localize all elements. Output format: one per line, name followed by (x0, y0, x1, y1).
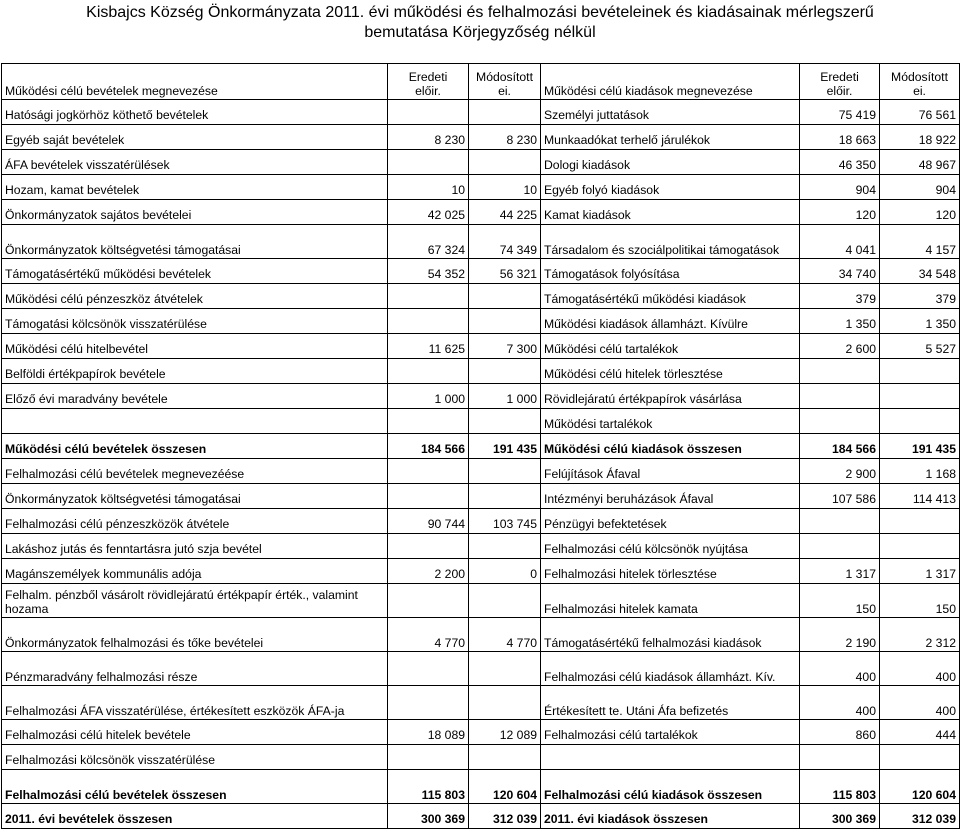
income-original-cell (388, 150, 469, 175)
income-name-cell: Felhalmozási kölcsönök visszatérülése (2, 745, 388, 770)
income-original-cell (388, 534, 469, 559)
income-original-cell: 184 566 (388, 434, 469, 459)
total-row (2, 434, 960, 459)
header-expense-original-line-1: Eredeti (820, 70, 859, 84)
income-original-cell: 300 369 (388, 804, 469, 829)
expense-original-cell: 2 190 (800, 618, 880, 652)
income-name-cell: Támogatásértékű működési bevételek (2, 259, 388, 284)
table-row (2, 484, 960, 509)
header-expense-modified (880, 64, 960, 100)
expense-original-cell: 34 740 (800, 259, 880, 284)
expense-modified-cell: 34 548 (880, 259, 960, 284)
table-row (2, 509, 960, 534)
header-income-modified-line-1: Módosított (476, 70, 533, 84)
expense-original-cell: 904 (800, 175, 880, 200)
income-original-cell (388, 309, 469, 334)
income-modified-cell (469, 359, 541, 384)
expense-original-cell (800, 409, 880, 434)
income-name-cell: Felhalmozási célú hitelek bevétele (2, 720, 388, 745)
expense-name-cell (541, 745, 800, 770)
expense-modified-cell: 444 (880, 720, 960, 745)
expense-modified-cell (880, 534, 960, 559)
expense-original-cell: 46 350 (800, 150, 880, 175)
table-row (2, 334, 960, 359)
expense-modified-cell: 114 413 (880, 484, 960, 509)
expense-name-cell: Felhalmozási célú kiadások összesen (541, 770, 800, 804)
income-modified-cell: 56 321 (469, 259, 541, 284)
income-original-cell (388, 686, 469, 720)
expense-original-cell: 150 (800, 584, 880, 618)
table-row (2, 175, 960, 200)
income-original-cell (388, 745, 469, 770)
expense-modified-cell: 400 (880, 686, 960, 720)
expense-name-cell: Működési célú kiadások összesen (541, 434, 800, 459)
header-income-original-line-2: előir. (415, 84, 441, 98)
income-original-cell (388, 652, 469, 686)
income-name-cell (2, 409, 388, 434)
income-modified-cell (469, 652, 541, 686)
income-name-cell: Felhalm. pénzből vásárolt rövidlejáratú értékpapír érték., valamint hozama (2, 584, 388, 618)
expense-name-cell: Intézményi beruházások Áfaval (541, 484, 800, 509)
income-original-cell: 115 803 (388, 770, 469, 804)
income-name-cell: Önkormányzatok sajátos bevételei (2, 200, 388, 225)
expense-name-cell: Működési kiadások államházt. Kívülre (541, 309, 800, 334)
expense-name-cell: Felhalmozási hitelek kamata (541, 584, 800, 618)
balance-table (1, 63, 960, 829)
total-row (2, 804, 960, 829)
expense-name-cell: Felhalmozási célú tartalékok (541, 720, 800, 745)
expense-modified-cell: 5 527 (880, 334, 960, 359)
expense-modified-cell: 400 (880, 652, 960, 686)
expense-modified-cell: 1 168 (880, 459, 960, 484)
expense-name-cell: Személyi juttatások (541, 100, 800, 125)
income-original-cell: 2 200 (388, 559, 469, 584)
expense-original-cell: 2 600 (800, 334, 880, 359)
table-row (2, 584, 960, 618)
income-modified-cell: 12 089 (469, 720, 541, 745)
income-name-cell: Egyéb saját bevételek (2, 125, 388, 150)
expense-name-cell: Felhalmozási célú kiadások államházt. Kív. (541, 652, 800, 686)
income-original-cell (388, 359, 469, 384)
expense-original-cell: 2 900 (800, 459, 880, 484)
income-modified-cell (469, 409, 541, 434)
expense-name-cell: Működési tartalékok (541, 409, 800, 434)
income-name-cell: Magánszemélyek kommunális adója (2, 559, 388, 584)
expense-modified-cell: 18 922 (880, 125, 960, 150)
income-name-cell: Pénzmaradvány felhalmozási része (2, 652, 388, 686)
header-row (2, 64, 960, 100)
table-row (2, 359, 960, 384)
table-row (2, 259, 960, 284)
report-title-line-2: bemutatása Körjegyzőség nélkül (364, 24, 596, 41)
income-modified-cell: 191 435 (469, 434, 541, 459)
expense-modified-cell (880, 509, 960, 534)
expense-name-cell: Egyéb folyó kiadások (541, 175, 800, 200)
income-modified-cell: 0 (469, 559, 541, 584)
expense-original-cell (800, 509, 880, 534)
expense-modified-cell: 120 (880, 200, 960, 225)
expense-modified-cell: 904 (880, 175, 960, 200)
expense-modified-cell: 4 157 (880, 225, 960, 259)
income-original-cell: 67 324 (388, 225, 469, 259)
expense-original-cell: 18 663 (800, 125, 880, 150)
income-name-cell: Felhalmozási célú bevételek megnevezéése (2, 459, 388, 484)
expense-original-cell: 300 369 (800, 804, 880, 829)
expense-modified-cell: 191 435 (880, 434, 960, 459)
expense-name-cell: Rövidlejáratú értékpapírok vásárlása (541, 384, 800, 409)
income-name-cell: Belföldi értékpapírok bevétele (2, 359, 388, 384)
income-modified-cell (469, 459, 541, 484)
expense-modified-cell: 1 317 (880, 559, 960, 584)
income-name-cell: Önkormányzatok költségvetési támogatásai (2, 225, 388, 259)
expense-modified-cell (880, 359, 960, 384)
income-name-cell: Támogatási kölcsönök visszatérülése (2, 309, 388, 334)
income-name-cell: Felhalmozási ÁFA visszatérülése, értékesített eszközök ÁFA-ja (2, 686, 388, 720)
expense-original-cell: 1 350 (800, 309, 880, 334)
income-modified-cell: 312 039 (469, 804, 541, 829)
header-expense-modified-line-1: Módosított (891, 70, 948, 84)
income-modified-cell: 8 230 (469, 125, 541, 150)
header-expense-original (800, 64, 880, 100)
income-original-cell: 10 (388, 175, 469, 200)
income-name-cell: Felhalmozási célú bevételek összesen (2, 770, 388, 804)
income-modified-cell (469, 686, 541, 720)
expense-name-cell: Felújítások Áfaval (541, 459, 800, 484)
header-income-modified-line-2: ei. (498, 84, 511, 98)
income-name-cell: Felhalmozási célú pénzeszközök átvétele (2, 509, 388, 534)
table-row (2, 745, 960, 770)
expense-name-cell: Pénzügyi befektetések (541, 509, 800, 534)
expense-original-cell: 115 803 (800, 770, 880, 804)
header-income-name: Működési célú bevételek megnevezése (2, 64, 388, 100)
income-modified-cell: 74 349 (469, 225, 541, 259)
income-name-cell: Működési célú hitelbevétel (2, 334, 388, 359)
income-original-cell: 18 089 (388, 720, 469, 745)
income-modified-cell: 10 (469, 175, 541, 200)
expense-name-cell: Működési célú hitelek törlesztése (541, 359, 800, 384)
expense-name-cell: Kamat kiadások (541, 200, 800, 225)
income-original-cell: 1 000 (388, 384, 469, 409)
income-modified-cell: 44 225 (469, 200, 541, 225)
income-original-cell (388, 409, 469, 434)
report-title-line-1: Kisbajcs Község Önkormányzata 2011. évi működési és felhalmozási bevételeinek és kiadásainak mérlegszerű (86, 4, 874, 21)
income-name-cell: ÁFA bevételek visszatérülések (2, 150, 388, 175)
table-row (2, 100, 960, 125)
income-original-cell (388, 100, 469, 125)
header-expense-original-line-2: előir. (826, 84, 853, 98)
income-modified-cell (469, 284, 541, 309)
expense-modified-cell (880, 745, 960, 770)
total-row (2, 770, 960, 804)
expense-modified-cell: 312 039 (880, 804, 960, 829)
expense-original-cell: 379 (800, 284, 880, 309)
table-row (2, 652, 960, 686)
income-modified-cell (469, 584, 541, 618)
expense-original-cell (800, 359, 880, 384)
expense-name-cell: Munkaadókat terhelő járulékok (541, 125, 800, 150)
expense-modified-cell: 76 561 (880, 100, 960, 125)
income-original-cell: 11 625 (388, 334, 469, 359)
income-name-cell: Működési célú pénzeszköz átvételek (2, 284, 388, 309)
expense-original-cell (800, 384, 880, 409)
table-row (2, 720, 960, 745)
expense-modified-cell: 1 350 (880, 309, 960, 334)
expense-modified-cell: 48 967 (880, 150, 960, 175)
expense-original-cell: 400 (800, 652, 880, 686)
header-income-original (388, 64, 469, 100)
expense-modified-cell: 379 (880, 284, 960, 309)
income-original-cell (388, 484, 469, 509)
income-name-cell: Előző évi maradvány bevétele (2, 384, 388, 409)
income-modified-cell (469, 100, 541, 125)
balance-table-body (2, 64, 960, 829)
income-name-cell: Önkormányzatok felhalmozási és tőke bevételei (2, 618, 388, 652)
table-row (2, 125, 960, 150)
expense-original-cell: 1 317 (800, 559, 880, 584)
table-row (2, 284, 960, 309)
income-original-cell (388, 284, 469, 309)
report-title (0, 3, 960, 43)
expense-original-cell: 860 (800, 720, 880, 745)
income-modified-cell (469, 150, 541, 175)
expense-name-cell: Dologi kiadások (541, 150, 800, 175)
income-name-cell: Lakáshoz jutás és fenntartásra jutó szja bevétel (2, 534, 388, 559)
expense-original-cell: 75 419 (800, 100, 880, 125)
expense-name-cell: Társadalom és szociálpolitikai támogatások (541, 225, 800, 259)
table-row (2, 409, 960, 434)
income-original-cell (388, 459, 469, 484)
table-row (2, 686, 960, 720)
header-income-original-line-1: Eredeti (408, 70, 448, 84)
income-modified-cell: 7 300 (469, 334, 541, 359)
income-name-cell: Önkormányzatok költségvetési támogatásai (2, 484, 388, 509)
table-row (2, 200, 960, 225)
income-name-cell: Működési célú bevételek összesen (2, 434, 388, 459)
income-original-cell (388, 584, 469, 618)
table-row (2, 559, 960, 584)
income-original-cell: 90 744 (388, 509, 469, 534)
income-modified-cell: 1 000 (469, 384, 541, 409)
header-expense-modified-line-2: ei. (913, 84, 926, 98)
table-row (2, 309, 960, 334)
income-modified-cell (469, 484, 541, 509)
income-modified-cell (469, 309, 541, 334)
expense-name-cell: 2011. évi kiadások összesen (541, 804, 800, 829)
expense-original-cell: 4 041 (800, 225, 880, 259)
income-original-cell: 4 770 (388, 618, 469, 652)
income-name-cell: Hatósági jogkörhöz köthető bevételek (2, 100, 388, 125)
table-row (2, 534, 960, 559)
table-row (2, 225, 960, 259)
table-row (2, 618, 960, 652)
header-expense-name: Működési célú kiadások megnevezése (541, 64, 800, 100)
expense-modified-cell: 120 604 (880, 770, 960, 804)
income-modified-cell (469, 534, 541, 559)
income-original-cell: 8 230 (388, 125, 469, 150)
table-row (2, 384, 960, 409)
income-name-cell: Hozam, kamat bevételek (2, 175, 388, 200)
table-row (2, 150, 960, 175)
income-original-cell: 54 352 (388, 259, 469, 284)
expense-name-cell: Értékesített te. Utáni Áfa befizetés (541, 686, 800, 720)
expense-name-cell: Támogatásértékű felhalmozási kiadások (541, 618, 800, 652)
expense-name-cell: Működési célú tartalékok (541, 334, 800, 359)
income-modified-cell: 4 770 (469, 618, 541, 652)
expense-modified-cell: 150 (880, 584, 960, 618)
income-modified-cell: 103 745 (469, 509, 541, 534)
expense-original-cell: 120 (800, 200, 880, 225)
expense-name-cell: Felhalmozási hitelek törlesztése (541, 559, 800, 584)
expense-name-cell: Támogatások folyósítása (541, 259, 800, 284)
expense-modified-cell (880, 384, 960, 409)
income-modified-cell (469, 745, 541, 770)
expense-modified-cell (880, 409, 960, 434)
income-modified-cell: 120 604 (469, 770, 541, 804)
expense-original-cell (800, 534, 880, 559)
expense-original-cell: 107 586 (800, 484, 880, 509)
expense-modified-cell: 2 312 (880, 618, 960, 652)
income-original-cell: 42 025 (388, 200, 469, 225)
table-row (2, 459, 960, 484)
expense-original-cell: 184 566 (800, 434, 880, 459)
income-name-cell: 2011. évi bevételek összesen (2, 804, 388, 829)
expense-original-cell: 400 (800, 686, 880, 720)
expense-name-cell: Felhalmozási célú kölcsönök nyújtása (541, 534, 800, 559)
expense-name-cell: Támogatásértékű működési kiadások (541, 284, 800, 309)
expense-original-cell (800, 745, 880, 770)
header-income-modified (469, 64, 541, 100)
